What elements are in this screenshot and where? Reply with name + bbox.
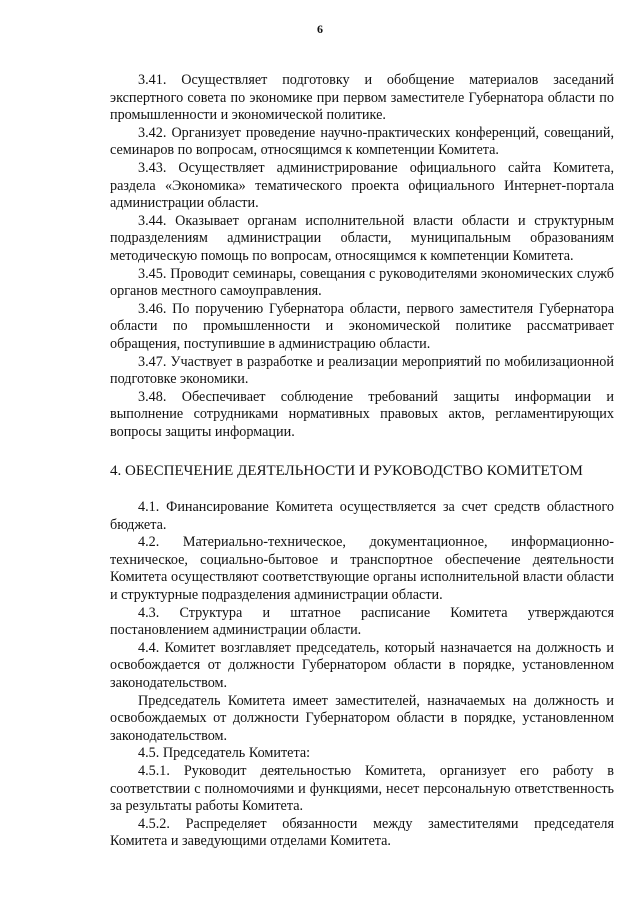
paragraph-4-5-2: 4.5.2. Распределяет обязанности между заместителями председателя Комитета и заведующими отделами Комитета. (110, 815, 614, 850)
section-heading: 4. ОБЕСПЕЧЕНИЕ ДЕЯТЕЛЬНОСТИ И РУКОВОДСТВО КОМИТЕТОМ (110, 463, 583, 480)
paragraph-3-46: 3.46. По поручению Губернатора области, первого заместителя Губернатора области по промышленности и экономической политике рассматривает обращения, поступившие в администрацию области. (110, 300, 614, 352)
paragraph-3-42: 3.42. Организует проведение научно-практических конференций, совещаний, семинаров по вопросам, относящимся к компетенции Комитета. (110, 124, 614, 159)
paragraph-3-48: 3.48. Обеспечивает соблюдение требований защиты информации и выполнение сотрудниками нормативных правовых актов, регламентирующих вопросы защиты информации. (110, 388, 614, 440)
page-number: 6 (317, 22, 323, 36)
paragraph-3-44: 3.44. Оказывает органам исполнительной власти области и структурным подразделениям администрации области, муниципальным образованиям методическую помощь по вопросам, относящимся к компетенции Комитета. (110, 212, 614, 264)
paragraph-3-47: 3.47. Участвует в разработке и реализации мероприятий по мобилизационной подготовке экономики. (110, 353, 614, 388)
paragraph-4-5: 4.5. Председатель Комитета: (138, 745, 311, 762)
document-body (110, 72, 614, 851)
paragraph-3-41: 3.41. Осуществляет подготовку и обобщение материалов заседаний экспертного совета по экономике при первом заместителе Губернатора области по промышленности и экономической политике. (110, 72, 614, 124)
paragraph-4-1: 4.1. Финансирование Комитета осуществляется за счет средств областного бюджета. (110, 499, 614, 533)
paragraph-4-5-1: 4.5.1. Руководит деятельностью Комитета, организует его работу в соответствии с полномочиями и функциями, несет персональную ответственность за результаты работы Комитета. (110, 762, 614, 815)
paragraph-4-3: 4.3. Структура и штатное расписание Комитета утверждаются постановлением администрации области. (110, 604, 614, 639)
paragraph-3-43: 3.43. Осуществляет администрирование официального сайта Комитета, раздела «Экономика» тематического проекта официального Интернет-портала администрации области. (110, 159, 614, 212)
paragraph-4-2: 4.2. Материально-техническое, документационное, информационно-техническое, социально-бытовое и транспортное обеспечение деятельности Комитета осуществляют соответствующие органы исполнительной власти области и структурные подразделения администрации области. (110, 534, 614, 604)
paragraph-4-4: 4.4. Комитет возглавляет председатель, который назначается на должность и освобождается от должности Губернатором области в порядке, установленном законодательством. (110, 639, 614, 691)
paragraph-deputies: Председатель Комитета имеет заместителей, назначаемых на должность и освобождаемых от должности Губернатором области в порядке, установленном законодательством. (110, 692, 614, 744)
paragraph-3-45: 3.45. Проводит семинары, совещания с руководителями экономических служб органов местного самоуправления. (110, 265, 614, 300)
